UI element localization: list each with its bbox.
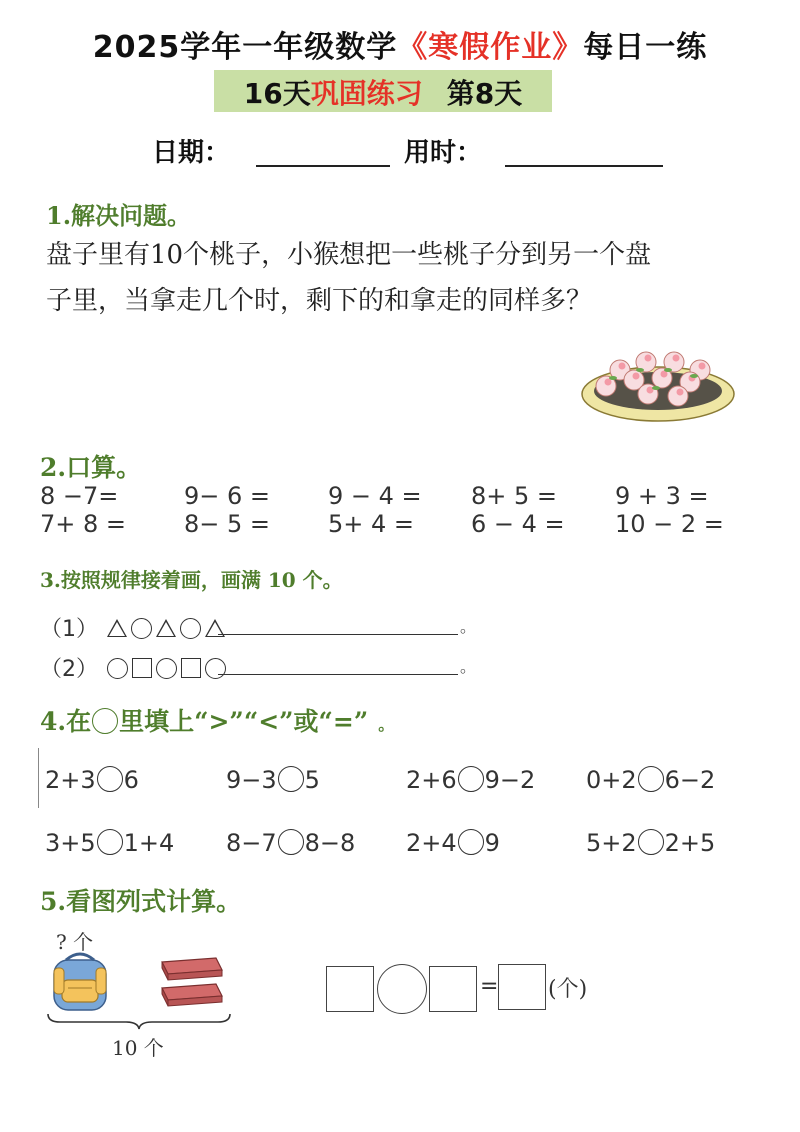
q4-title-pre: 4.在	[40, 707, 92, 736]
backpack-image	[48, 950, 112, 1014]
answer-box[interactable]	[429, 966, 477, 1012]
compare-item	[45, 829, 174, 857]
calc-item: 9− 6 =	[184, 482, 271, 510]
calc-item: 8 −7=	[40, 482, 119, 510]
square-icon	[132, 658, 152, 678]
compare-circle[interactable]	[638, 766, 664, 792]
title-part-1: 2025学年一年级数学	[92, 30, 398, 65]
calc-item: 7+ 8 =	[40, 510, 127, 538]
date-label: 日期：	[152, 138, 231, 168]
title-part-red: 《寒假作业》	[397, 30, 584, 65]
page-title	[0, 22, 800, 66]
compare-left: 2+3	[45, 766, 96, 794]
item-label: （1）	[40, 617, 98, 642]
pattern-row-2	[40, 652, 228, 683]
end-mark: 。	[460, 617, 477, 636]
compare-item	[45, 766, 139, 794]
calc-item: 6 − 4 =	[471, 510, 565, 538]
circle-icon	[156, 658, 177, 679]
unknown-count-label: ? 个	[56, 930, 94, 954]
q5-title: 5.看图列式计算。	[40, 887, 242, 916]
compare-right: 5	[304, 766, 320, 794]
compare-item	[586, 829, 715, 857]
compare-left: 2+6	[406, 766, 457, 794]
compare-item	[226, 829, 355, 857]
compare-left: 5+2	[586, 829, 637, 857]
compare-circle[interactable]	[278, 766, 304, 792]
compare-right: 8−8	[304, 829, 356, 857]
pattern-answer-line-1[interactable]	[218, 634, 458, 635]
q4-title-end: 。	[378, 715, 395, 734]
date-blank[interactable]	[256, 165, 390, 167]
compare-circle[interactable]	[278, 829, 304, 855]
result-box[interactable]	[498, 964, 546, 1010]
compare-circle[interactable]	[97, 766, 123, 792]
item-label: （2）	[40, 657, 98, 682]
q1-text-line2: 子里，当拿走几个时，剩下的和拿走的同样多？	[46, 286, 593, 316]
q2-title: 2.口算。	[40, 453, 142, 482]
compare-right: 2+5	[664, 829, 716, 857]
compare-circle[interactable]	[638, 829, 664, 855]
compare-right: 9−2	[484, 766, 536, 794]
pattern-row-1	[40, 612, 227, 643]
pencil-cases-image	[156, 954, 226, 1012]
title-part-2: 每日一练	[583, 30, 708, 65]
q3-title: 3.按照规律接着画，画满 10 个。	[40, 568, 343, 592]
subtitle-part-1: 16天	[243, 77, 311, 110]
compare-right: 6	[123, 766, 139, 794]
compare-right: 9	[484, 829, 500, 857]
compare-circle[interactable]	[458, 766, 484, 792]
compare-item	[226, 766, 320, 794]
calc-item: 8− 5 =	[184, 510, 271, 538]
triangle-icon	[156, 619, 176, 637]
compare-left: 2+4	[406, 829, 457, 857]
total-label: 10 个	[112, 1036, 164, 1060]
calc-item: 8+ 5 =	[471, 482, 558, 510]
compare-circle[interactable]	[97, 829, 123, 855]
q4-title-post: 里填上“>”“<”或“=”	[119, 707, 369, 736]
page-subtitle	[214, 72, 552, 112]
unit-label: (个)	[548, 977, 588, 1002]
compare-item	[586, 766, 715, 794]
square-icon	[181, 658, 201, 678]
end-mark: 。	[460, 657, 477, 676]
compare-left: 8−7	[226, 829, 277, 857]
circle-icon	[180, 618, 201, 639]
subtitle-part-red: 巩固练习	[310, 77, 423, 110]
compare-item	[406, 829, 500, 857]
time-blank[interactable]	[505, 165, 663, 167]
time-label: 用时：	[404, 138, 483, 168]
circle-icon	[205, 658, 226, 679]
triangle-icon	[107, 619, 127, 637]
compare-left: 9−3	[226, 766, 277, 794]
compare-left: 3+5	[45, 829, 96, 857]
calc-item: 10 − 2 =	[615, 510, 724, 538]
compare-left: 0+2	[586, 766, 637, 794]
q1-text-line1: 盘子里有10个桃子，小猴想把一些桃子分到另一个盘	[46, 240, 652, 270]
calc-item: 9 − 4 =	[328, 482, 422, 510]
answer-box[interactable]	[326, 966, 374, 1012]
total-brace	[46, 1012, 232, 1030]
margin-line	[38, 748, 39, 808]
equals-sign: =	[480, 974, 499, 999]
circle-icon	[107, 658, 128, 679]
circle-icon	[92, 708, 118, 734]
peach-plate-image	[578, 348, 738, 424]
calc-item: 9 + 3 =	[615, 482, 709, 510]
compare-item	[406, 766, 535, 794]
subtitle-part-2: 第8天	[446, 77, 523, 110]
q1-title: 1.解决问题。	[46, 201, 192, 230]
q4-title	[40, 702, 394, 738]
compare-right: 1+4	[123, 829, 175, 857]
circle-icon	[131, 618, 152, 639]
pattern-answer-line-2[interactable]	[218, 674, 458, 675]
compare-right: 6−2	[664, 766, 716, 794]
calc-item: 5+ 4 =	[328, 510, 415, 538]
operator-circle[interactable]	[377, 964, 427, 1014]
compare-circle[interactable]	[458, 829, 484, 855]
